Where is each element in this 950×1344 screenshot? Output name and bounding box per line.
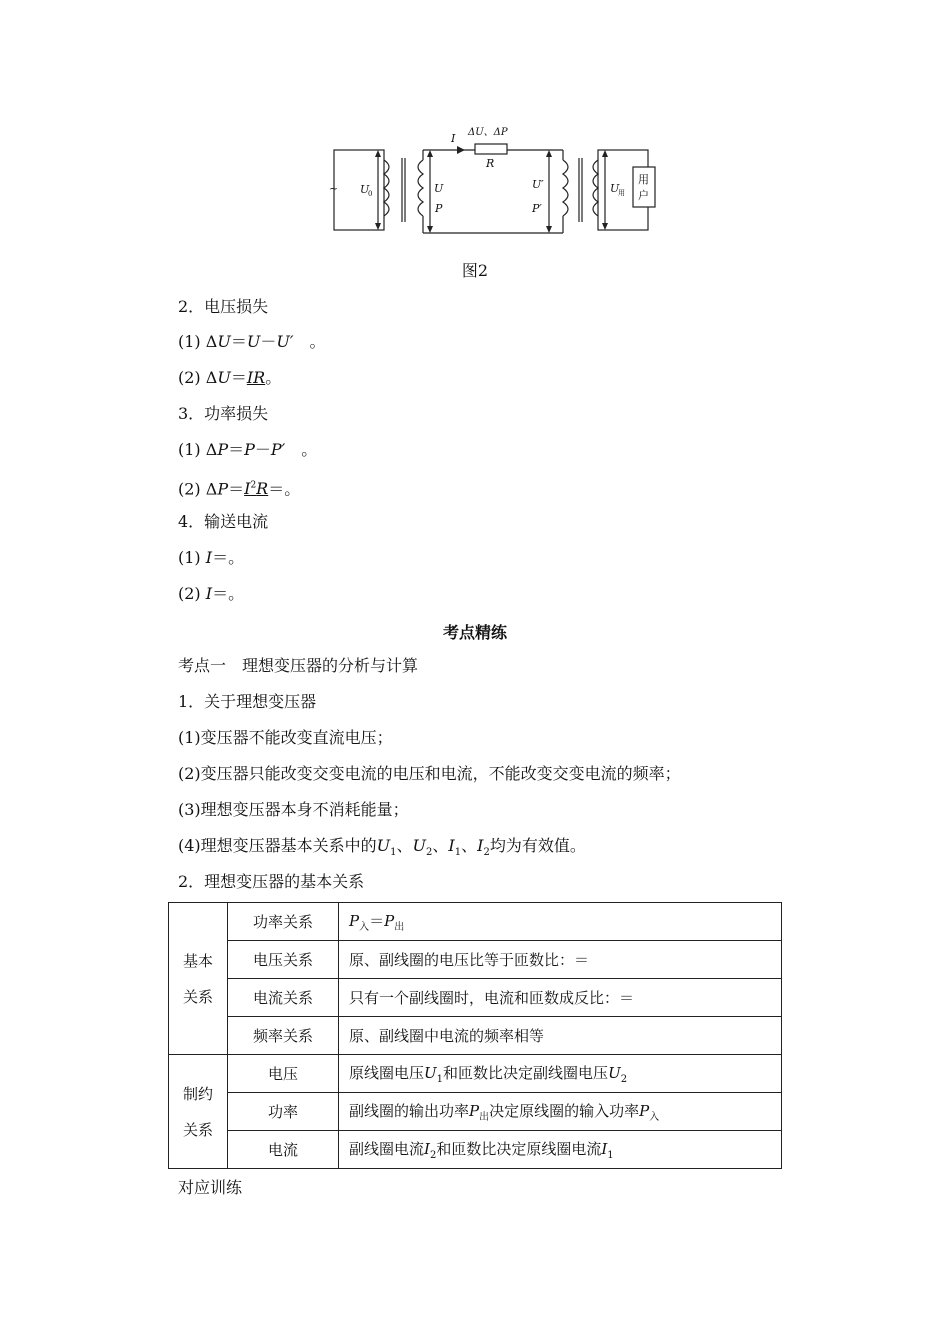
table-row — [169, 903, 782, 941]
current-formula-1: (1) I＝。 — [178, 548, 245, 567]
ideal-transformer-heading: 1．关于理想变压器 — [178, 692, 317, 711]
u0-label: U — [360, 183, 370, 196]
section-title-kaodian: 考点精练 — [442, 623, 507, 642]
point-one-heading: 考点一 理想变压器的分析与计算 — [178, 656, 419, 675]
voltage-loss-formula-1: (1) ΔU＝U－U′ 。 — [178, 332, 326, 351]
table-row — [169, 1093, 782, 1131]
user-box-label-2: 户 — [638, 189, 649, 202]
primary-coil-2 — [563, 160, 568, 216]
practice-heading: 对应训练 — [178, 1178, 243, 1197]
u-label: U — [434, 182, 444, 195]
heading-power-loss: 3．功率损失 — [178, 404, 269, 423]
p-label: P — [435, 202, 443, 215]
loss-label: ΔU、ΔP — [468, 127, 508, 138]
resistor-label: R — [486, 157, 495, 170]
row-value: $P_入=P_出$ — [339, 903, 782, 941]
svg-text:0: 0 — [368, 190, 373, 198]
row-value: 原线圈电压$U_1$和匝数比决定副线圈电压$U_2$ — [339, 1055, 782, 1093]
table-row — [169, 979, 782, 1017]
relations-table — [168, 902, 782, 1169]
svg-text:用: 用 — [618, 189, 625, 197]
table-row — [169, 1131, 782, 1169]
row-value: 副线圈电流$I_2$和匝数比决定原线圈电流$I_1$ — [339, 1131, 782, 1169]
list-item: (3)理想变压器本身不消耗能量； — [178, 800, 409, 819]
row-key: 频率关系 — [228, 1017, 339, 1055]
row-key: 电压 — [228, 1055, 339, 1093]
row-value: 原、副线圈中电流的频率相等 — [339, 1017, 782, 1055]
basic-relations-heading: 2．理想变压器的基本关系 — [178, 872, 365, 891]
group-basic: 基本 关系 — [169, 903, 228, 1055]
row-key: 功率 — [228, 1093, 339, 1131]
source-loop — [334, 150, 384, 230]
u-user-label: U — [610, 182, 620, 195]
table-row — [169, 1017, 782, 1055]
heading-voltage-loss: 2．电压损失 — [178, 297, 269, 316]
row-key: 功率关系 — [228, 903, 339, 941]
current-label: I — [451, 132, 456, 145]
row-value: 原、副线圈的电压比等于匝数比：＝ — [339, 941, 782, 979]
table-row — [169, 941, 782, 979]
row-key: 电流 — [228, 1131, 339, 1169]
current-arrow — [457, 146, 465, 154]
heading-transmission-current: 4．输送电流 — [178, 512, 269, 531]
primary-coil-1 — [384, 160, 389, 216]
transmission-circuit-diagram — [320, 120, 670, 240]
power-loss-formula-2: (2) $\Delta P=I^2R=$。 — [178, 479, 301, 499]
current-formula-2: (2) I＝。 — [178, 584, 245, 603]
list-item: (4)理想变压器基本关系中的$U_1$、$U_2$、$I_1$、$I_2$均为有效值。 — [178, 836, 586, 859]
row-value: 副线圈的输出功率$P_出$决定原线圈的输入功率$P_入$ — [339, 1093, 782, 1131]
table-row — [169, 1055, 782, 1093]
secondary-coil-1 — [418, 160, 423, 216]
row-value: 只有一个副线圈时，电流和匝数成反比：＝ — [339, 979, 782, 1017]
power-loss-formula-1: (1) ΔP＝P－P′ 。 — [178, 440, 318, 459]
source-label: ~ — [329, 182, 339, 195]
list-item: (1)变压器不能改变直流电压； — [178, 728, 393, 747]
secondary-coil-2 — [593, 160, 598, 216]
row-key: 电流关系 — [228, 979, 339, 1017]
u-prime-label: U′ — [532, 178, 544, 191]
group-constraint: 制约 关系 — [169, 1055, 228, 1169]
figure-caption: 图2 — [461, 261, 489, 280]
user-box-label-1: 用 — [638, 173, 649, 186]
row-key: 电压关系 — [228, 941, 339, 979]
resistor — [475, 144, 507, 154]
p-prime-label: P′ — [532, 202, 542, 215]
voltage-loss-formula-2: (2) ΔU＝IR。 — [178, 368, 282, 387]
list-item: (2)变压器只能改变交变电流的电压和电流，不能改变交变电流的频率； — [178, 764, 681, 783]
